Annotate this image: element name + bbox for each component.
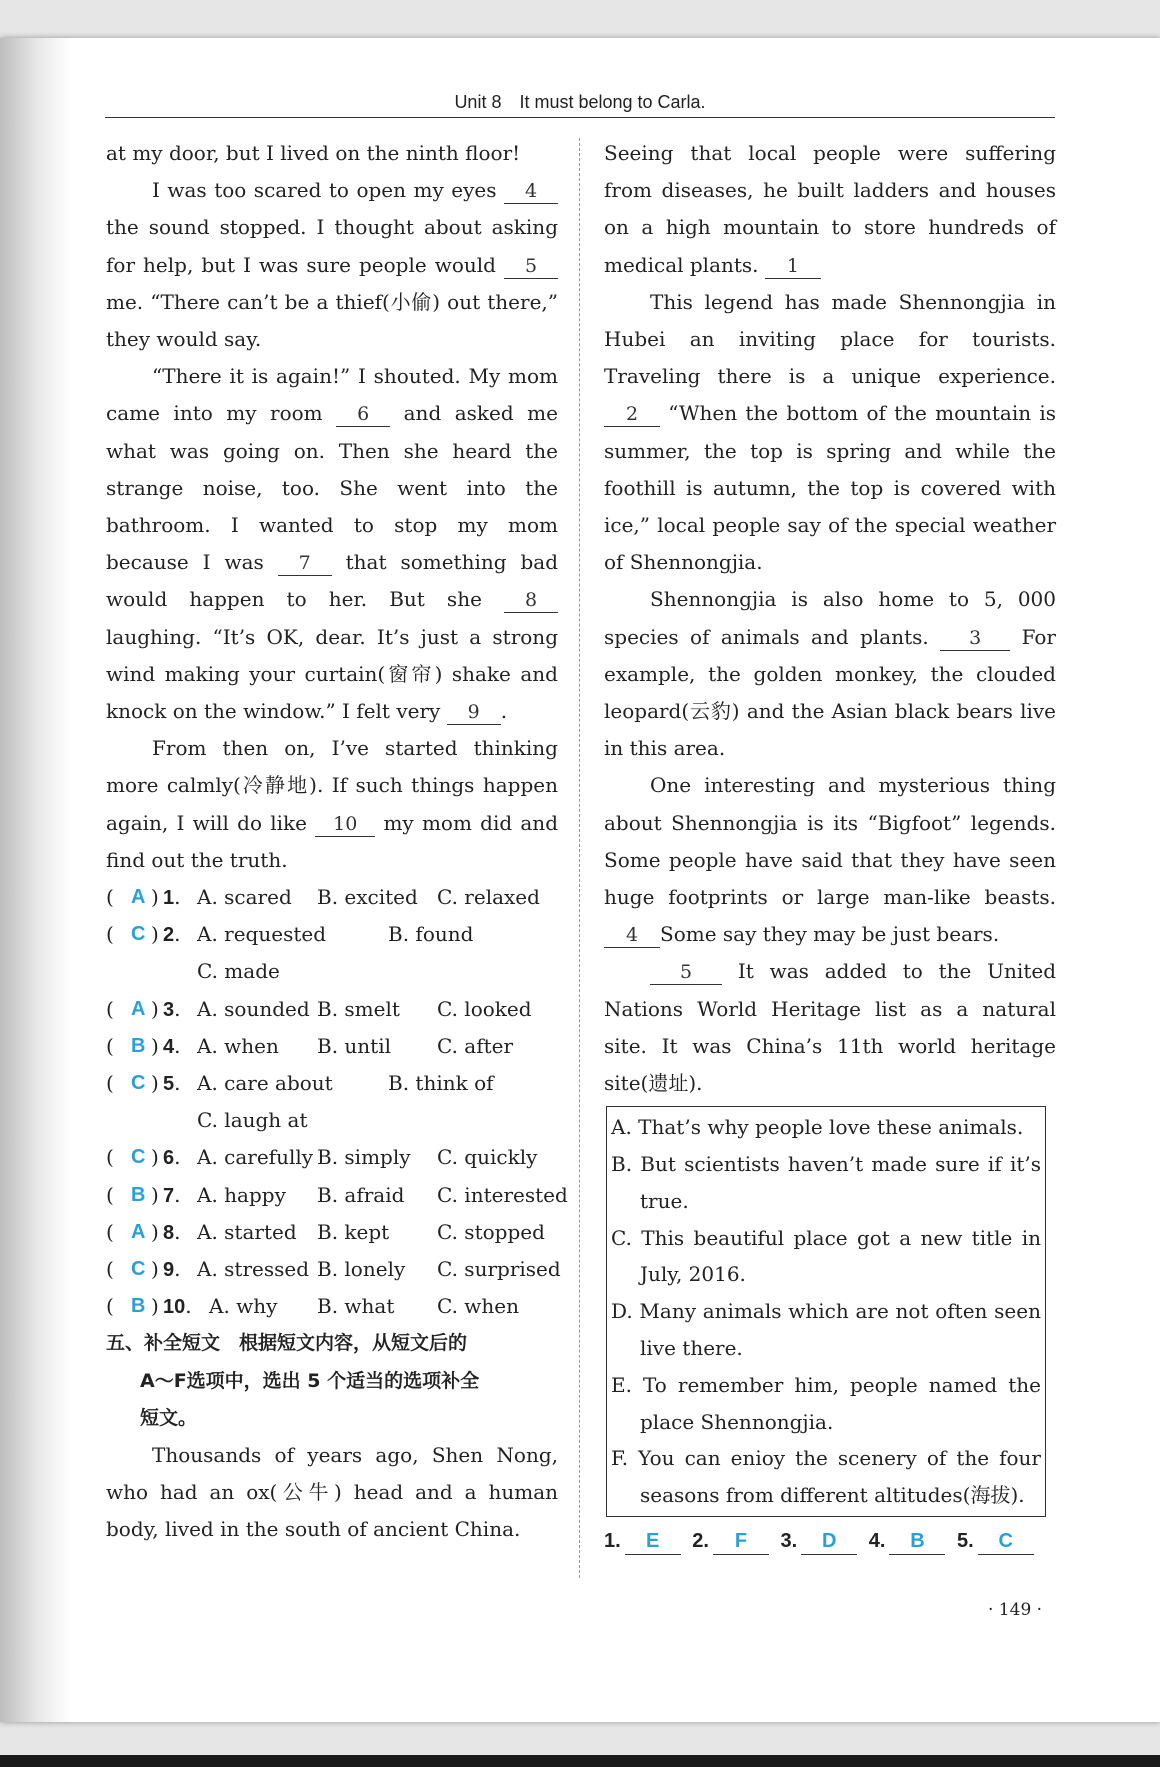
- page-spine-shadow: [0, 38, 70, 1722]
- question-list: [106, 879, 568, 1325]
- question-6: ( C ) 6. A. carefully B. simply C. quickly: [106, 1139, 558, 1176]
- answer-1: A: [131, 886, 146, 909]
- question-2: ( C ) 2. A. requested B. found: [106, 916, 558, 953]
- answer-blank-5[interactable]: C: [978, 1528, 1034, 1555]
- blank-5[interactable]: 5: [504, 254, 558, 279]
- paragraph-3: “There it is again!” I shouted. My mom came into my room 6 and asked me what was going on. Then she heard the strange noise, too. She went into the bathroom. I wanted to stop my mom because I was 7 that something bad would happen to her. But she 8 laughing. “It’s OK, dear. It’s just a strong wind making your curtain(窗帘) shake and knock on the window.” I felt very 9 .: [106, 364, 558, 724]
- question-10: ( B ) 10. A. why B. what C. when: [106, 1288, 558, 1325]
- question-8: ( A ) 8. A. started B. kept C. stopped: [106, 1214, 558, 1251]
- question-3: ( A ) 3. A. sounded B. smelt C. looked: [106, 991, 558, 1028]
- answer-9: C: [131, 1257, 146, 1280]
- option-d: D. Many animals which are not often seen live there.: [611, 1299, 1041, 1361]
- passage-paragraph-5: 5 It was added to the United Nations World Heritage list as a natural site. It was China’s 11th world heritage site(遗址).: [604, 959, 1056, 1096]
- question-5: ( C ) 5. A. care about B. think of: [106, 1065, 558, 1102]
- passage-blank-3[interactable]: 3: [940, 626, 1010, 651]
- passage-paragraph-1: Seeing that local people were suffering from diseases, he built ladders and houses on a high mountain to store hundreds of medical plants. 1: [604, 141, 1056, 277]
- passage-blank-4[interactable]: 4: [604, 923, 660, 948]
- question-7: ( B ) 7. A. happy B. afraid C. interested: [106, 1177, 558, 1214]
- answer-3: A: [131, 997, 146, 1020]
- passage-blank-2[interactable]: 2: [604, 402, 660, 427]
- passage-paragraph-3: Shennongjia is also home to 5, 000 species of animals and plants. 3 For example, the golden monkey, the clouded leopard(云豹) and the Asian black bears live in this area.: [604, 587, 1056, 761]
- passage-intro: Thousands of years ago, Shen Nong, who had an ox(公牛) head and a human body, lived in the south of ancient China.: [106, 1442, 558, 1542]
- blank-7[interactable]: 7: [278, 551, 332, 576]
- answer-row: 1. E 2. F 3. D 4. B 5. C: [604, 1523, 1056, 1560]
- blank-10[interactable]: 10: [315, 812, 375, 837]
- paragraph-1: at my door, but I lived on the ninth floor!: [106, 141, 521, 165]
- option-b: B. But scientists haven’t made sure if it’s true.: [611, 1152, 1041, 1213]
- paragraph-4: From then on, I’ve started thinking more calmly(冷静地). If such things happen again, I will do like 10 my mom did and find out the truth.: [106, 736, 558, 872]
- answer-2: C: [131, 923, 146, 946]
- options-box: [606, 1106, 1046, 1517]
- answer-7: B: [131, 1183, 146, 1206]
- passage-blank-5[interactable]: 5: [650, 960, 722, 985]
- blank-8[interactable]: 8: [504, 588, 558, 613]
- question-4: ( B ) 4. A. when B. until C. after: [106, 1028, 558, 1065]
- question-1: ( A ) 1. A. scared B. excited C. relaxed: [106, 879, 558, 916]
- left-column: [106, 135, 568, 1549]
- blank-4[interactable]: 4: [504, 179, 558, 204]
- answer-blank-2[interactable]: F: [713, 1528, 769, 1555]
- passage-paragraph-4: One interesting and mysterious thing about Shennongjia is its “Bigfoot” legends. Some people have said that they have seen huge footprints or large man-like beasts. 4 Some say they may be just bears.: [604, 773, 1056, 947]
- question-2-cont: C. made: [197, 959, 280, 984]
- answer-5: C: [131, 1072, 146, 1094]
- question-5-cont: C. laugh at: [197, 1108, 308, 1133]
- paragraph-2: I was too scared to open my eyes 4 the sound stopped. I thought about asking for help, but I was sure people would 5 me. “There can’t be a thief(小偷) out there,” they would say.: [106, 178, 558, 352]
- answer-8: A: [131, 1220, 146, 1243]
- passage-blank-1[interactable]: 1: [765, 254, 821, 279]
- blank-6[interactable]: 6: [336, 402, 390, 427]
- option-c: C. This beautiful place got a new title in July, 2016.: [611, 1225, 1041, 1287]
- blank-9[interactable]: 9: [447, 700, 501, 725]
- answer-4: B: [131, 1034, 146, 1057]
- answer-6: C: [131, 1146, 146, 1169]
- right-column: [604, 135, 1056, 1560]
- section-five-title: 五、补全短文 根据短文内容，从短文后的 A～F选项中，选出 5 个适当的选项补全 短文。: [106, 1332, 480, 1429]
- option-a: A. That’s why people love these animals.: [611, 1115, 1024, 1140]
- answer-blank-3[interactable]: D: [801, 1528, 857, 1555]
- option-e: E. To remember him, people named the place Shennongjia.: [611, 1372, 1041, 1434]
- page-number: · 149 ·: [988, 1600, 1043, 1620]
- column-divider: [579, 138, 580, 1578]
- answer-10: B: [131, 1295, 146, 1318]
- option-f: F. You can enioy the scenery of the four seasons from different altitudes(海拔).: [611, 1446, 1041, 1508]
- bottom-edge: [0, 1755, 1160, 1767]
- passage-paragraph-2: This legend has made Shennongjia in Hubei an inviting place for tourists. Traveling there is a unique experience. 2 “When the bottom of the mountain is summer, the top is spring and while the foothill is autumn, the top is covered with ice,” local people say of the special weather of Shennongjia.: [604, 289, 1056, 575]
- answer-blank-4[interactable]: B: [889, 1528, 945, 1555]
- answer-blank-1[interactable]: E: [625, 1528, 681, 1555]
- running-header: Unit 8 It must belong to Carla.: [105, 89, 1055, 118]
- question-9: ( C ) 9. A. stressed B. lonely C. surprised: [106, 1251, 558, 1288]
